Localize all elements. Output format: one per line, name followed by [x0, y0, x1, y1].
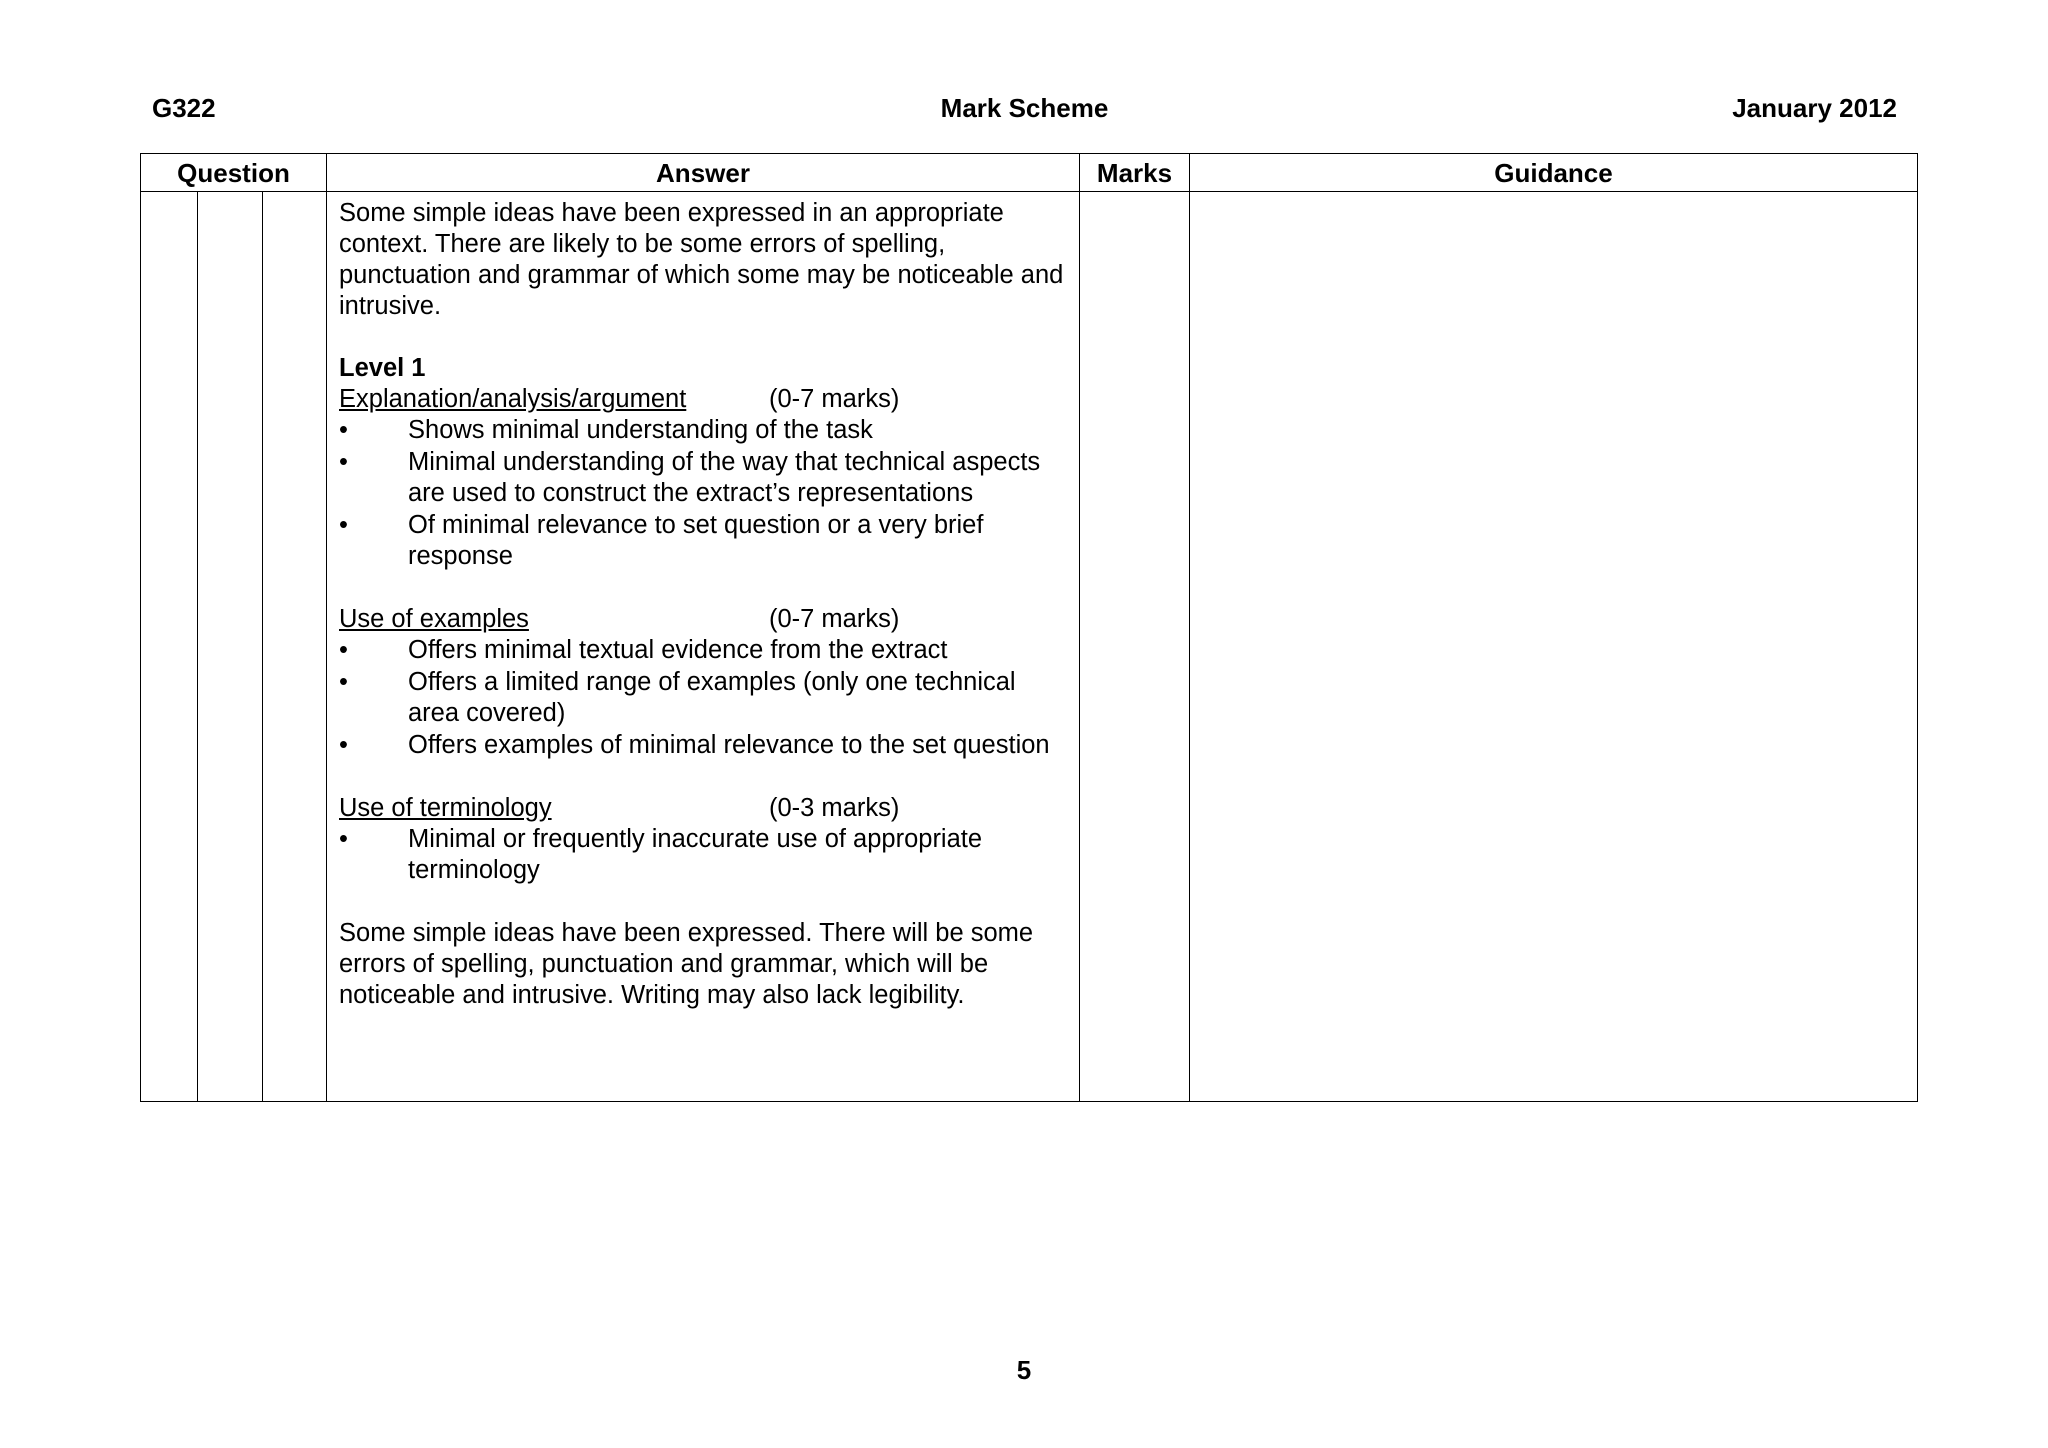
- bullet-icon: •: [339, 511, 348, 539]
- page-number: 5: [1016, 1355, 1032, 1385]
- bullet-text: Of minimal relevance to set question or a very brief response: [408, 511, 984, 570]
- bullet-icon: •: [339, 731, 348, 759]
- question-part-cell: [198, 192, 263, 1102]
- document-title: Mark Scheme: [940, 93, 1109, 123]
- table-row: [141, 192, 1918, 1102]
- criterion-label: Explanation/analysis/argument: [339, 385, 687, 413]
- bullet-text: Offers a limited range of examples (only one technical area covered): [408, 668, 1016, 727]
- question-subpart-cell: [263, 192, 327, 1102]
- criterion-label: Use of terminology: [339, 794, 552, 822]
- question-number-cell: [141, 192, 198, 1102]
- criterion-marks: (0-7 marks): [769, 605, 900, 633]
- mark-scheme-table: [140, 153, 1918, 1102]
- bullet-icon: •: [339, 825, 348, 853]
- question-column-header: Question: [141, 154, 327, 192]
- bullet-item: [339, 415, 1069, 446]
- bullet-item: [339, 824, 1069, 886]
- bullet-text: Minimal understanding of the way that technical aspects are used to construct the extract’s representations: [408, 448, 1041, 507]
- bullet-item: [339, 635, 1069, 666]
- exam-date: January 2012: [1732, 93, 1897, 123]
- bullet-icon: •: [339, 668, 348, 696]
- level-title: Level 1: [339, 354, 426, 382]
- bullet-item: [339, 667, 1069, 729]
- bullet-text: Minimal or frequently inaccurate use of appropriate terminology: [408, 825, 983, 884]
- marks-cell: [1080, 192, 1190, 1102]
- guidance-cell: [1190, 192, 1918, 1102]
- bullet-item: [339, 730, 1069, 761]
- bullet-item: [339, 510, 1069, 572]
- criterion-heading: [339, 793, 1069, 824]
- answer-intro: Some simple ideas have been expressed in an appropriate context. There are likely to be some errors of spelling, punctuation and grammar of which some may be noticeable and intrusive.: [339, 199, 1064, 320]
- answer-cell: [327, 192, 1080, 1102]
- paper-code: G322: [152, 93, 216, 123]
- table-header-row: [141, 154, 1918, 192]
- criterion-marks: (0-3 marks): [769, 794, 900, 822]
- criterion-heading: [339, 384, 1069, 415]
- bullet-icon: •: [339, 416, 348, 444]
- bullet-icon: •: [339, 636, 348, 664]
- answer-column-header: Answer: [327, 154, 1080, 192]
- criterion-bullet-list: [339, 635, 1069, 761]
- bullet-icon: •: [339, 448, 348, 476]
- criterion-marks: (0-7 marks): [769, 385, 900, 413]
- page-header: [152, 91, 1897, 125]
- bullet-text: Offers examples of minimal relevance to the set question: [408, 731, 1050, 759]
- criterion-heading: [339, 604, 1069, 635]
- guidance-column-header: Guidance: [1190, 154, 1918, 192]
- bullet-text: Offers minimal textual evidence from the extract: [408, 636, 948, 664]
- bullet-text: Shows minimal understanding of the task: [408, 416, 873, 444]
- answer-closing: Some simple ideas have been expressed. There will be some errors of spelling, punctuation and grammar, which will be noticeable and intrusive. Writing may also lack legibility.: [339, 919, 1034, 1009]
- criterion-label: Use of examples: [339, 605, 529, 633]
- criterion-bullet-list: [339, 824, 1069, 886]
- bullet-item: [339, 447, 1069, 509]
- marks-column-header: Marks: [1080, 154, 1190, 192]
- criterion-bullet-list: [339, 415, 1069, 572]
